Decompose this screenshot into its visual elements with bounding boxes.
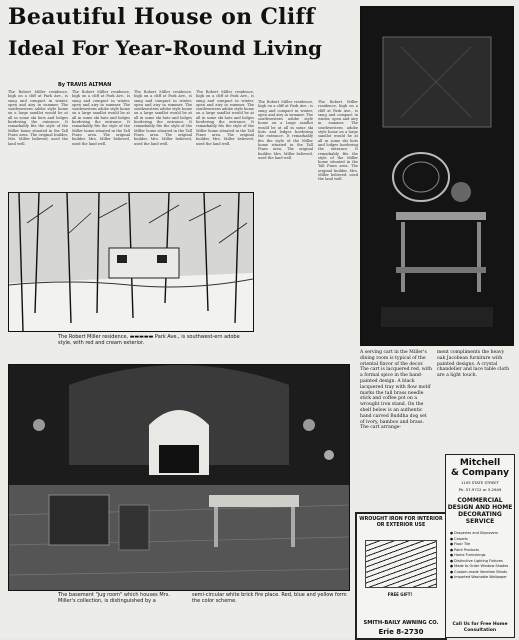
serving-cart-caption-cont: ment compliments the heavy oak Jacobean furniture with painted designs. A crystal chandelier and lace table cloth are a light touch. bbox=[437, 350, 510, 379]
mitchell-phone: Ph. 57-9712 or 5-2649 bbox=[458, 487, 502, 492]
serving-cart-photo bbox=[360, 6, 514, 346]
awning-company-phone: Erie 8-2730 bbox=[378, 628, 424, 636]
list-item: ● Distinctive Lighting Fixtures bbox=[450, 559, 514, 565]
list-item: ● Draperies and Slipcovers bbox=[450, 531, 514, 537]
jug-room-photo bbox=[8, 364, 350, 591]
list-item: ● Carpets bbox=[450, 537, 514, 543]
awning-company-name: SMITH-BAILY AWNING CO. bbox=[363, 620, 439, 626]
mitchell-address: 1105 STATE STREET bbox=[460, 480, 500, 485]
article-column-5: The Robert Miller residence, high on a cliff at Park Ave., is snug and compact in winter, open and airy in summer. The southwestern adobe style home on a large sandlot would be at all in some ski huts and lodges bordering the entrance. It remarkably fits the style of the Miller home situated in the Tall Pines area. The original builder, Mrs. Miller believed, used the land well. bbox=[258, 100, 313, 160]
list-item: ● Floor Tile bbox=[450, 542, 514, 548]
mitchell-company-ad bbox=[445, 454, 515, 638]
wrought-iron-headline: WROUGHT IRON FOR INTERIOR OR EXTERIOR USE bbox=[359, 517, 443, 528]
list-item: ● Custom-made Venetian Blinds bbox=[450, 570, 514, 576]
jug-room-caption: The basement "jug room" which houses Mrs. Miller's collection, is distinguished by a bbox=[58, 592, 170, 605]
wrought-iron-ad bbox=[355, 512, 447, 640]
list-item: ● Made to Order Window Shades bbox=[450, 564, 514, 570]
mitchell-name-line-1: Mitchell bbox=[459, 458, 501, 468]
mitchell-services: COMMERCIAL DESIGN AND HOME DECORATING SERVICE bbox=[447, 497, 513, 525]
house-exterior-caption: The Robert Miller residence, ▬▬▬▬▬ Park Ave., is southwest-ern adobe style, with red and cream exterior. bbox=[58, 334, 240, 347]
article-column-6: The Robert Miller residence, high on a cliff at Park Ave., is snug and compact in winter, open and airy in summer. The southwestern adobe style home on a large sandlot would be at all in some ski huts and lodges bordering the entrance. It remarkably fits the style of the Miller home situated in the Tall Pines area. The original builder, Mrs. Miller believed, used the land well. bbox=[318, 100, 358, 182]
headline-line-2: Ideal For Year-Round Living bbox=[8, 36, 322, 60]
house-exterior-photo bbox=[8, 192, 254, 332]
article-column-4: The Robert Miller residence, high on a cliff at Park Ave., is snug and compact in winter, open and airy in summer. The southwestern adobe style home on a large sandlot would be at all in some ski huts and lodges bordering the entrance. It remarkably fits the style of the Miller home situated in the Tall Pines area. The original builder, Mrs. Miller believed, used the land well. bbox=[196, 90, 254, 146]
article-column-1: The Robert Miller residence, high on a cliff at Park Ave., is snug and compact in winter, open and airy in summer. The southwestern adobe style home on a large sandlot would be at all in some ski huts and lodges bordering the entrance. It remarkably fits the style of the Miller home situated in the Tall Pines area. The original builder, Mrs. Miller believed, used the land well. bbox=[8, 90, 68, 146]
jug-room-caption-cont: semi-circular white brick fire place. Red, blue and yellow form the color scheme. bbox=[192, 592, 347, 605]
staircase-illustration bbox=[365, 540, 437, 588]
headline-line-1: Beautiful House on Cliff bbox=[8, 4, 316, 30]
list-item: ● Imported Washable Wallpaper bbox=[450, 575, 514, 581]
list-item: ● Home Furnishings bbox=[450, 553, 514, 559]
list-item: ● Paint Products bbox=[450, 548, 514, 554]
mitchell-footer: Call Us for Free Home Consultation bbox=[452, 622, 508, 633]
article-column-3: The Robert Miller residence, high on a cliff at Park Ave., is snug and compact in winter, open and airy in summer. The southwestern adobe style home on a large sandlot would be at all in some ski huts and lodges bordering the entrance. It remarkably fits the style of the Miller home situated in the Tall Pines area. The original builder, Mrs. Miller believed, used the land well. bbox=[134, 90, 192, 146]
byline: By TRAVIS ALTMAN bbox=[58, 82, 112, 88]
article-column-2: The Robert Miller residence, high on a cliff at Park Ave., is snug and compact in winter, open and airy in summer. The southwestern adobe style home on a large sandlot would be at all in some ski huts and lodges bordering the entrance. It remarkably fits the style of the Miller home situated in the Tall Pines area. The original builder, Mrs. Miller believed, used the land well. bbox=[72, 90, 130, 146]
mitchell-service-list bbox=[450, 531, 514, 581]
free-gift-text: FREE GIFT! bbox=[387, 592, 413, 597]
serving-cart-caption: A serving cart in the Miller's dining room is typical of the oriental flavor of the decor. The cart is lacquered red, with a formal spice in the hand-painted design. A black lacquered tray with flow motif marks the tall brass needle stick and coffee pot on a wrought iron stand. On the shelf below is an authentic hand carved Buddha dog set of ivory, bamboo and brass. The cart arrange- bbox=[360, 350, 432, 431]
mitchell-name-line-2: & Company bbox=[451, 468, 509, 478]
